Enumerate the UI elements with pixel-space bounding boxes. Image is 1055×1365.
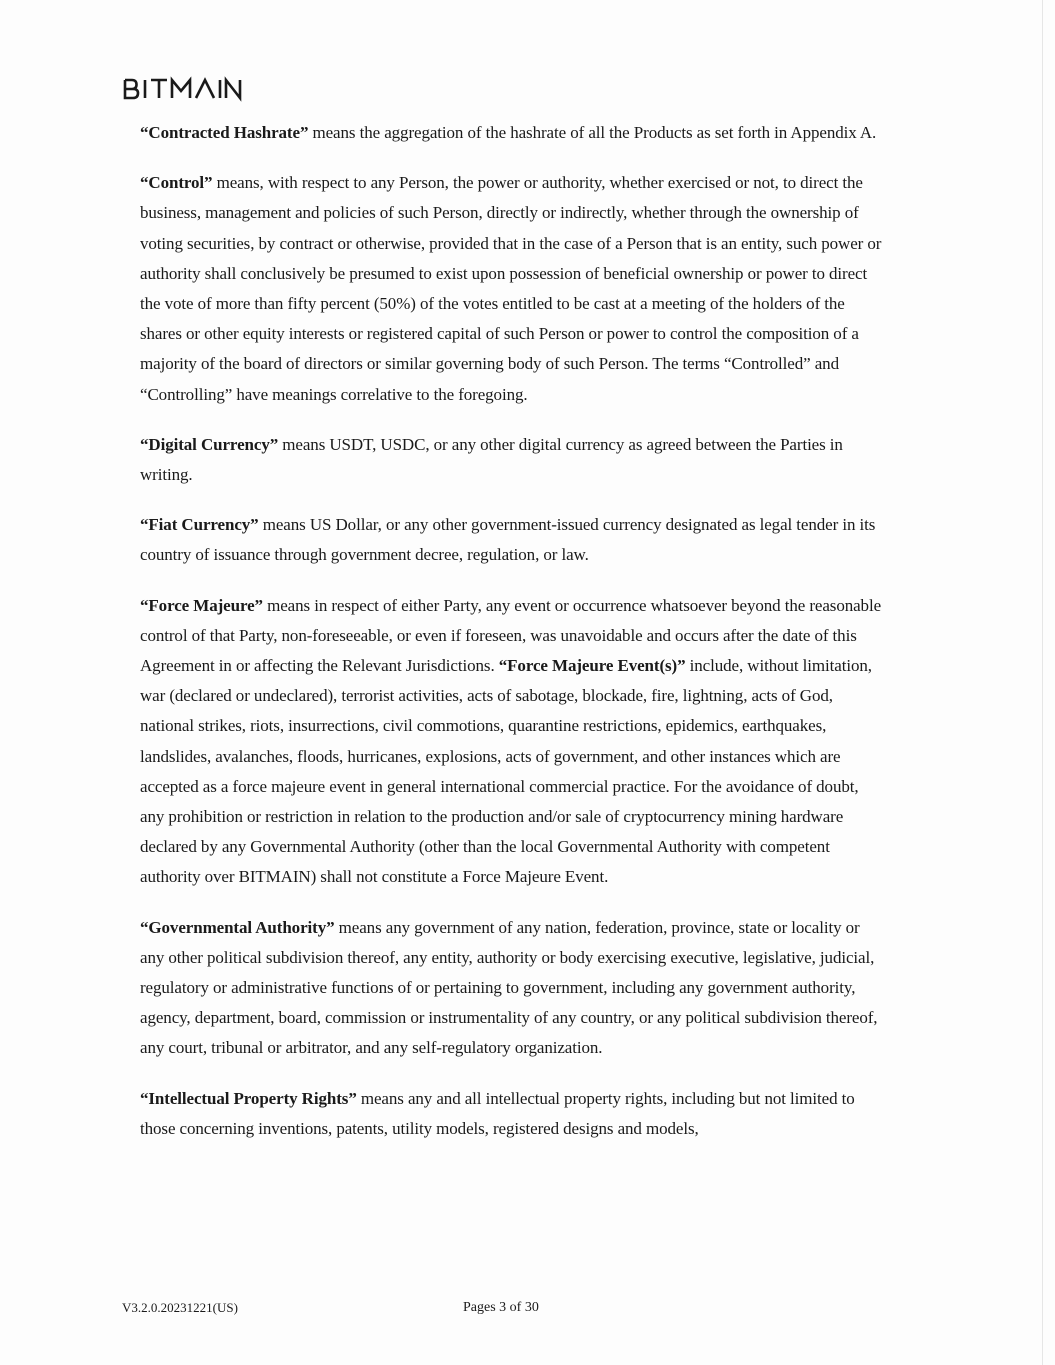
definition-term: “Contracted Hashrate” [140,123,309,142]
definition-fiat-currency [140,510,885,570]
definition-text: means any government of any nation, federation, province, state or locality or any other political subdivision thereof, any entity, authority or body exercising executive, legislative, judicial, regulatory or administrative functions of or pertaining to government, including any government authority, agency, department, board, commission or instrumentality of any country, or any political subdivision thereof, any court, tribunal or arbitrator, and any self-regulatory organization. [140,917,878,1058]
bitmain-logo [122,76,244,102]
definition-intellectual-property-rights [140,1084,885,1144]
footer-version: V3.2.0.20231221(US) [122,1300,238,1315]
definition-term: “Intellectual Property Rights” [140,1088,357,1108]
definition-governmental-authority [140,913,885,1064]
footer-page-number: Pages 3 of 30 [463,1300,539,1315]
definition-text: means in respect of either Party, any event or occurrence whatsoever beyond the reasonable control of that Party, non-foreseeable, or even if foreseen, was unavoidable and occurs after the date of this Agreement in or affecting the Relevant Jurisdictions. [140,595,882,676]
definition-term-secondary: “Force Majeure Event(s)” [498,656,686,676]
definition-term: “Governmental Authority” [140,917,335,937]
definition-contracted-hashrate [140,118,885,148]
definition-text: means any and all intellectual property rights, including but not limited to those concerning inventions, patents, utility models, registered designs and models, [140,1088,855,1138]
definitions-section [140,118,885,1144]
definition-text: means the aggregation of the hashrate of all the Products as set forth in Appendix A. [308,123,877,142]
definition-control [140,168,885,410]
definition-digital-currency [140,430,885,490]
definition-term: “Digital Currency” [140,434,279,454]
bitmain-logo-mark [122,76,244,102]
definition-text: means, with respect to any Person, the power or authority, whether exercised or not, to direct the business, management and policies of such Person, directly or indirectly, whether through the ownership of voting securities, by contract or otherwise, provided that in the case of a Person that is an entity, such power or authority shall conclusively be presumed to exist upon possession of beneficial ownership or power to direct the vote of more than fifty percent (50%) of the votes entitled to be cast at a meeting of the holders of the shares or other equity interests or registered capital of such Person or power to control the composition of a majority of the board of directors or similar governing body of such Person. The terms “Controlled” and “Controlling” have meanings correlative to the foregoing. [140,173,882,404]
definition-text-secondary: include, without limitation, war (declared or undeclared), terrorist activities, acts of sabotage, blockade, fire, lightning, acts of God, national strikes, riots, insurrections, civil commotions, quarantine restrictions, epidemics, earthquakes, landslides, avalanches, floods, hurricanes, explosions, acts of government, and other instances which are accepted as a force majeure event in general international commercial practice. For the avoidance of doubt, any prohibition or restriction in relation to the production and/or sale of cryptocurrency mining hardware declared by any Governmental Authority (other than the local Governmental Authority with competent authority over BITMAIN) shall not constitute a Force Majeure Event. [140,656,872,887]
page-edge-line [1042,0,1043,1365]
definition-text: means USDT, USDC, or any other digital currency as agreed between the Parties in writing. [140,434,843,485]
definition-force-majeure [140,591,885,893]
definition-text: means US Dollar, or any other government-issued currency designated as legal tender in its country of issuance through government decree, regulation, or law. [140,515,876,565]
definition-term: “Fiat Currency” [140,515,259,535]
definition-term: “Control” [140,173,213,193]
definition-term: “Force Majeure” [140,595,263,615]
